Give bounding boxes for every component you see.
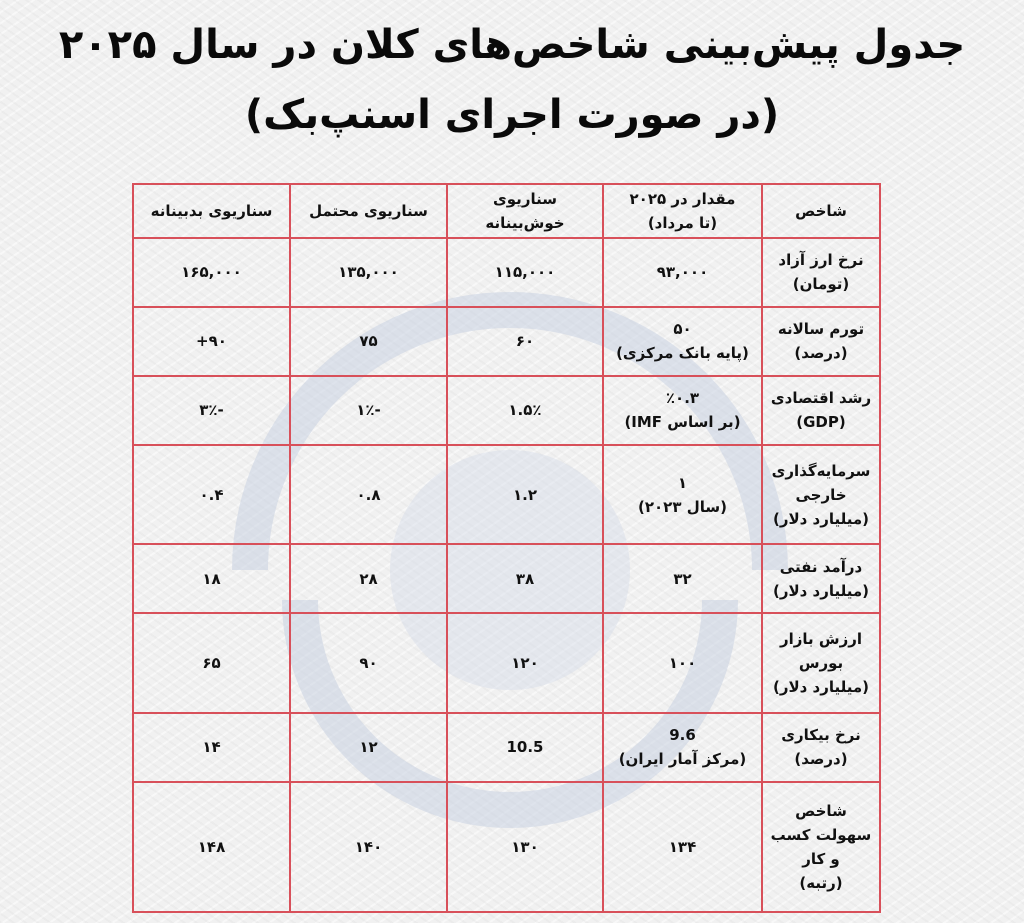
probable-cell-text: ۱۲ <box>359 738 378 757</box>
indicator-cell-text: درآمد نفتی <box>779 557 863 576</box>
pessimistic-cell-text: ۱۴ <box>202 738 221 757</box>
header-indicator: شاخص <box>762 184 880 238</box>
pessimistic-cell-text: -۳٪ <box>199 401 224 420</box>
probable-cell-text: ۰.۸ <box>356 485 381 504</box>
indicator-cell <box>762 307 880 376</box>
current-value-cell <box>603 713 762 782</box>
optimistic-cell-text: ۱.۲ <box>512 485 537 504</box>
pessimistic-cell-text: ۱۸ <box>202 569 221 588</box>
pessimistic-cell <box>133 307 290 376</box>
indicator-cell-text: شاخص سهولت کسب و کار <box>770 801 872 868</box>
current-value-cell <box>603 307 762 376</box>
pessimistic-cell-text: ۶۵ <box>202 654 221 673</box>
optimistic-cell <box>447 544 603 613</box>
table-row <box>133 782 880 912</box>
current-value-cell <box>603 445 762 545</box>
current-value-cell-text: (سال ۲۰۲۳) <box>638 497 727 516</box>
current-value-cell-text: (پایه بانک مرکزی) <box>616 344 749 363</box>
pessimistic-cell <box>133 544 290 613</box>
optimistic-cell <box>447 613 603 713</box>
table-row <box>133 238 880 307</box>
probable-cell <box>290 445 447 545</box>
header-current <box>603 184 762 238</box>
optimistic-cell-text: ۶۰ <box>515 332 535 351</box>
current-value-cell-text: 9.6 <box>669 726 696 745</box>
optimistic-cell-text: ۱۱۵,۰۰۰ <box>494 263 556 282</box>
optimistic-cell-text: 10.5 <box>506 738 544 757</box>
indicator-cell <box>762 544 880 613</box>
current-value-cell-text: (مرکز آمار ایران) <box>618 750 747 769</box>
current-value-cell-text: ۱۰۰ <box>668 654 697 673</box>
current-value-cell <box>603 238 762 307</box>
optimistic-cell-text: ۱.۵٪ <box>508 401 542 420</box>
header-optimistic: سناریوی خوش‌بینانه <box>447 184 603 238</box>
probable-cell-text: ۹۰ <box>359 654 378 673</box>
probable-cell <box>290 613 447 713</box>
optimistic-cell <box>447 376 603 445</box>
indicator-cell-text: تورم سالانه <box>777 320 865 339</box>
optimistic-cell-text: ۳۸ <box>515 569 535 588</box>
pessimistic-cell <box>133 238 290 307</box>
table-header-row <box>133 184 880 238</box>
current-value-cell-text: (بر اساس IMF) <box>624 413 741 432</box>
current-value-cell <box>603 376 762 445</box>
optimistic-cell <box>447 307 603 376</box>
optimistic-cell-text: ۱۲۰ <box>511 654 539 673</box>
probable-cell-text: ۲۸ <box>359 569 378 588</box>
table-row <box>133 613 880 713</box>
pessimistic-cell <box>133 713 290 782</box>
table-row <box>133 544 880 613</box>
indicator-cell <box>762 445 880 545</box>
indicator-cell-text: (درصد) <box>794 344 848 363</box>
header-current-label: مقدار در ۲۰۲۵ <box>629 190 736 208</box>
probable-cell <box>290 544 447 613</box>
probable-cell <box>290 238 447 307</box>
optimistic-cell <box>447 713 603 782</box>
probable-cell-text: ۱۳۵,۰۰۰ <box>338 263 399 282</box>
pessimistic-cell <box>133 613 290 713</box>
page-subtitle: (در صورت اجرای اسنپ‌بک) <box>244 92 780 138</box>
indicator-cell <box>762 782 880 912</box>
indicator-cell-text: (درصد) <box>794 750 848 769</box>
optimistic-cell <box>447 445 603 545</box>
forecast-table <box>132 183 881 913</box>
current-value-cell-text: ۱ <box>677 473 688 492</box>
indicator-cell-text: (GDP) <box>796 413 846 432</box>
pessimistic-cell-text: ۹۰+ <box>196 332 227 351</box>
current-value-cell-text: ٪۰.۳ <box>665 389 700 408</box>
probable-cell-text: -۱٪ <box>356 401 381 420</box>
optimistic-cell <box>447 782 603 912</box>
indicator-cell <box>762 238 880 307</box>
page-title: جدول پیش‌بینی شاخص‌های کلان در سال ۲۰۲۵ <box>58 22 966 68</box>
current-value-cell <box>603 782 762 912</box>
probable-cell-text: ۱۴۰ <box>354 837 383 856</box>
pessimistic-cell <box>133 782 290 912</box>
pessimistic-cell-text: ۰.۴ <box>199 485 224 504</box>
probable-cell <box>290 782 447 912</box>
pessimistic-cell-text: ۱۶۵,۰۰۰ <box>181 263 242 282</box>
indicator-cell <box>762 613 880 713</box>
probable-cell <box>290 713 447 782</box>
indicator-cell-text: نرخ ارز آزاد <box>778 251 864 270</box>
pessimistic-cell <box>133 376 290 445</box>
indicator-cell-text: (رتبه) <box>799 873 843 892</box>
indicator-cell-text: رشد اقتصادی <box>770 389 872 408</box>
indicator-cell <box>762 376 880 445</box>
probable-cell <box>290 376 447 445</box>
indicator-cell-text: (میلیارد دلار) <box>772 678 870 697</box>
probable-cell-text: ۷۵ <box>359 332 378 351</box>
pessimistic-cell-text: ۱۴۸ <box>197 837 226 856</box>
current-value-cell <box>603 613 762 713</box>
indicator-cell-text: سرمایه‌گذاری خارجی <box>771 461 871 504</box>
table-row <box>133 376 880 445</box>
table-row <box>133 307 880 376</box>
header-pessimistic: سناریوی بدبینانه <box>133 184 290 238</box>
current-value-cell <box>603 544 762 613</box>
optimistic-cell-text: ۱۳۰ <box>511 837 539 856</box>
indicator-cell-text: (میلیارد دلار) <box>772 581 870 600</box>
header-current-sub: (تا مرداد) <box>647 214 718 232</box>
current-value-cell-text: ۹۳,۰۰۰ <box>656 263 709 282</box>
header-probable: سناریوی محتمل <box>290 184 447 238</box>
current-value-cell-text: ۵۰ <box>673 320 692 339</box>
indicator-cell <box>762 713 880 782</box>
probable-cell <box>290 307 447 376</box>
current-value-cell-text: ۱۳۴ <box>668 837 697 856</box>
current-value-cell-text: ۳۲ <box>673 569 692 588</box>
table-row <box>133 713 880 782</box>
optimistic-cell <box>447 238 603 307</box>
indicator-cell-text: (میلیارد دلار) <box>772 509 870 528</box>
indicator-cell-text: ارزش بازار بورس <box>779 630 862 673</box>
indicator-cell-text: (تومان) <box>792 275 850 294</box>
indicator-cell-text: نرخ بیکاری <box>781 726 861 745</box>
table-row <box>133 445 880 545</box>
pessimistic-cell <box>133 445 290 545</box>
